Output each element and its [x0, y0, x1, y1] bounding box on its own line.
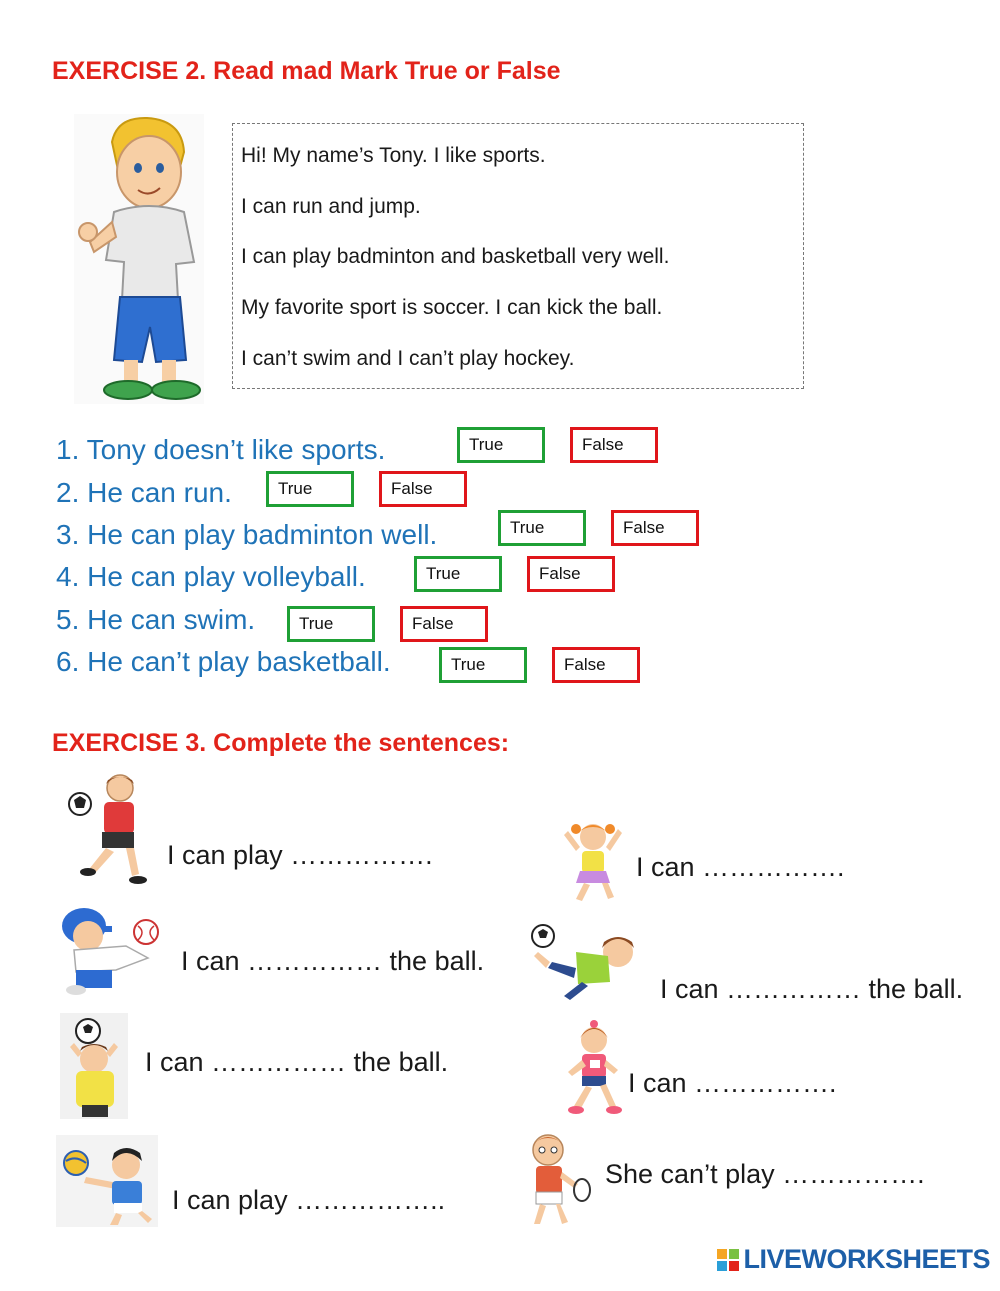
- sentence-3: I can …………… the ball.: [145, 1047, 449, 1077]
- sentence-4: I can play ……………..: [172, 1185, 446, 1215]
- sentence-6: I can …………… the ball.: [660, 974, 964, 1004]
- sentence-1: I can play …………….: [167, 840, 433, 870]
- q3-false-button[interactable]: False: [611, 510, 699, 546]
- q1-true-button[interactable]: True: [457, 427, 545, 463]
- sentence-2: I can …………… the ball.: [181, 946, 485, 976]
- kicking-boy-illustration: [530, 922, 640, 1002]
- passage-line: I can play badminton and basketball very well.: [241, 245, 670, 268]
- passage-line: Hi! My name’s Tony. I like sports.: [241, 144, 546, 167]
- q4-false-button[interactable]: False: [527, 556, 615, 592]
- passage-line: My favorite sport is soccer. I can kick the ball.: [241, 296, 663, 319]
- q3-true-button[interactable]: True: [498, 510, 586, 546]
- passage-line: I can’t swim and I can’t play hockey.: [241, 347, 575, 370]
- question-6: 6. He can’t play basketball.: [56, 646, 391, 677]
- q5-false-button[interactable]: False: [400, 606, 488, 642]
- q5-true-button[interactable]: True: [287, 606, 375, 642]
- tony-boy-illustration: [72, 112, 222, 408]
- question-3: 3. He can play badminton well.: [56, 519, 438, 550]
- exercise-2-title: EXERCISE 2. Read mad Mark True or False: [52, 57, 561, 85]
- q6-true-button[interactable]: True: [439, 647, 527, 683]
- passage-line: I can run and jump.: [241, 195, 421, 218]
- volleyball-girl-illustration: [56, 1135, 158, 1227]
- running-girl-illustration: [560, 1020, 626, 1116]
- q1-false-button[interactable]: False: [570, 427, 658, 463]
- question-2: 2. He can run.: [56, 477, 232, 508]
- jumping-girl-illustration: [562, 817, 624, 907]
- baseball-boy-illustration: [56, 900, 168, 1000]
- sentence-5: I can …………….: [636, 852, 845, 882]
- question-4: 4. He can play volleyball.: [56, 561, 366, 592]
- q6-false-button[interactable]: False: [552, 647, 640, 683]
- logo-text: LIVEWORKSHEETS: [743, 1244, 990, 1274]
- sentence-8: She can’t play …………….: [605, 1159, 925, 1189]
- question-1: 1. Tony doesn’t like sports.: [56, 434, 386, 465]
- q2-false-button[interactable]: False: [379, 471, 467, 507]
- logo-squares-icon: [717, 1249, 739, 1271]
- reading-passage: [232, 123, 804, 389]
- exercise-3-title: EXERCISE 3. Complete the sentences:: [52, 729, 510, 757]
- liveworksheets-logo: [717, 1244, 990, 1275]
- q4-true-button[interactable]: True: [414, 556, 502, 592]
- question-5: 5. He can swim.: [56, 604, 256, 635]
- soccer-boy-illustration: [62, 772, 150, 890]
- goalkeeper-boy-illustration: [60, 1013, 128, 1119]
- q2-true-button[interactable]: True: [266, 471, 354, 507]
- sentence-7: I can …………….: [628, 1068, 837, 1098]
- badminton-woman-illustration: [512, 1128, 596, 1228]
